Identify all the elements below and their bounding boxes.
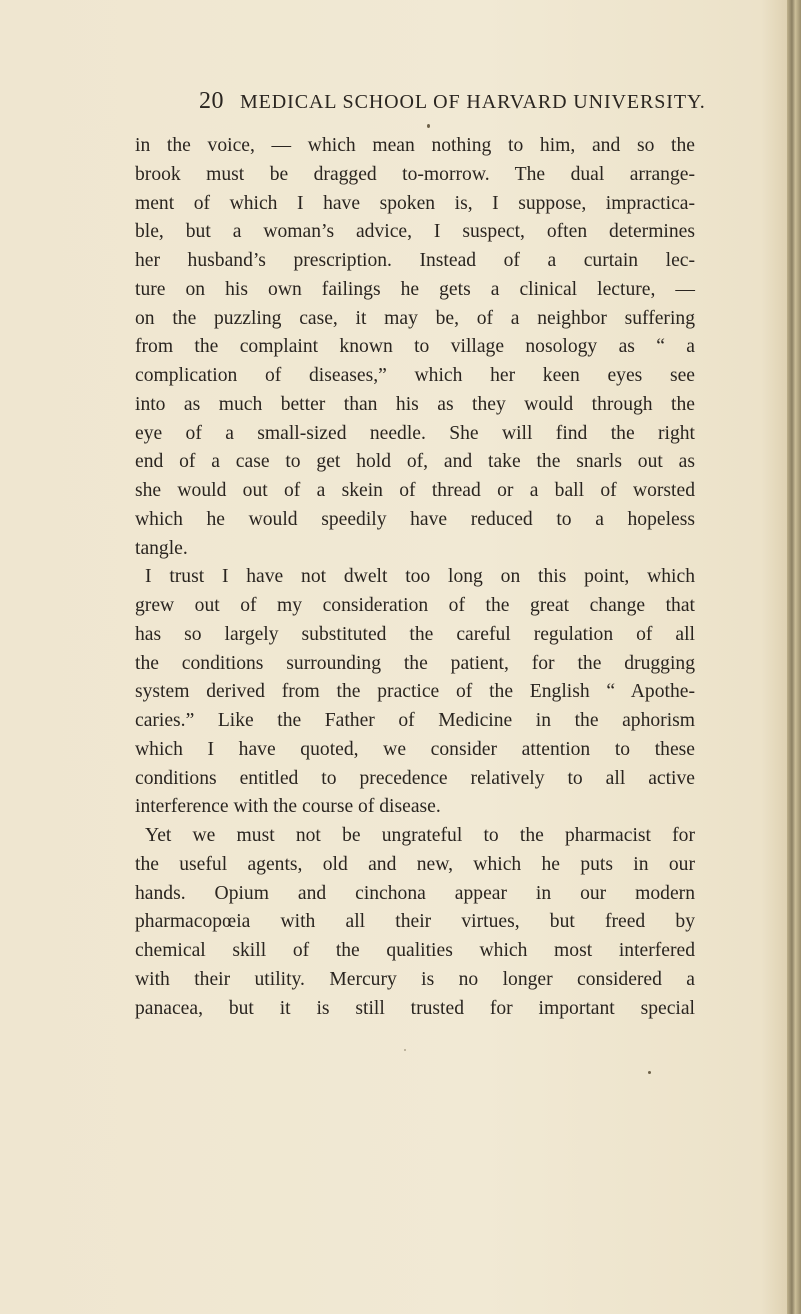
text-line: from the complaint known to village nosology as “ a <box>135 336 695 358</box>
text-line: in the voice, — which mean nothing to him, and so the <box>135 135 695 156</box>
paragraph-end-line: tangle. <box>135 537 188 559</box>
text-line: with their utility. Mercury is no longer considered a <box>135 968 695 990</box>
text-line: ment of which I have spoken is, I suppose, impractica- <box>135 192 695 214</box>
text-line: the useful agents, old and new, which he puts in our <box>135 853 695 875</box>
text-line: on the puzzling case, it may be, of a neighbor suffering <box>135 307 695 329</box>
paper-speck <box>404 1049 406 1051</box>
text-line: ble, but a woman’s advice, I suspect, often determines <box>135 221 695 243</box>
paragraph-end-line: interference with the course of disease. <box>135 796 441 818</box>
text-line: panacea, but it is still trusted for important special <box>135 997 695 1019</box>
text-line: into as much better than his as they would through the <box>135 393 695 415</box>
text-line: hands. Opium and cinchona appear in our modern <box>135 882 695 904</box>
page-number: 20 <box>199 88 224 114</box>
text-line: ture on his own failings he gets a clinical lecture, — <box>135 278 695 300</box>
running-title: MEDICAL SCHOOL OF HARVARD UNIVERSITY. <box>240 91 706 113</box>
page-edge-shadow <box>787 0 801 1314</box>
paper-speck <box>427 124 430 128</box>
text-line: conditions entitled to precedence relatively to all active <box>135 767 695 789</box>
text-line: complication of diseases,” which her keen eyes see <box>135 365 695 386</box>
body-text <box>135 132 695 1023</box>
text-line: the conditions surrounding the patient, for the drugging <box>135 652 695 674</box>
running-head <box>199 88 799 118</box>
paragraph-start-line: I trust I have not dwelt too long on this point, which <box>145 566 695 588</box>
text-line: pharmacopœia with all their virtues, but freed by <box>135 911 695 933</box>
text-line: eye of a small-sized needle. She will find the right <box>135 422 695 444</box>
text-line: chemical skill of the qualities which most interfered <box>135 940 695 961</box>
text-line: which he would speedily have reduced to a hopeless <box>135 508 695 530</box>
text-line: grew out of my consideration of the great change that <box>135 595 695 616</box>
text-line: system derived from the practice of the English “ Apothe- <box>135 681 695 703</box>
text-line: brook must be dragged to-morrow. The dual arrange- <box>135 163 695 185</box>
paragraph-start-line: Yet we must not be ungrateful to the pharmacist for <box>145 825 695 846</box>
text-line: which I have quoted, we consider attention to these <box>135 738 695 760</box>
text-line: end of a case to get hold of, and take the snarls out as <box>135 451 695 473</box>
text-line: caries.” Like the Father of Medicine in the aphorism <box>135 710 695 731</box>
text-line: she would out of a skein of thread or a ball of worsted <box>135 480 695 501</box>
text-line: her husband’s prescription. Instead of a curtain lec- <box>135 250 695 271</box>
text-line: has so largely substituted the careful regulation of all <box>135 623 695 645</box>
paper-speck <box>648 1071 651 1074</box>
